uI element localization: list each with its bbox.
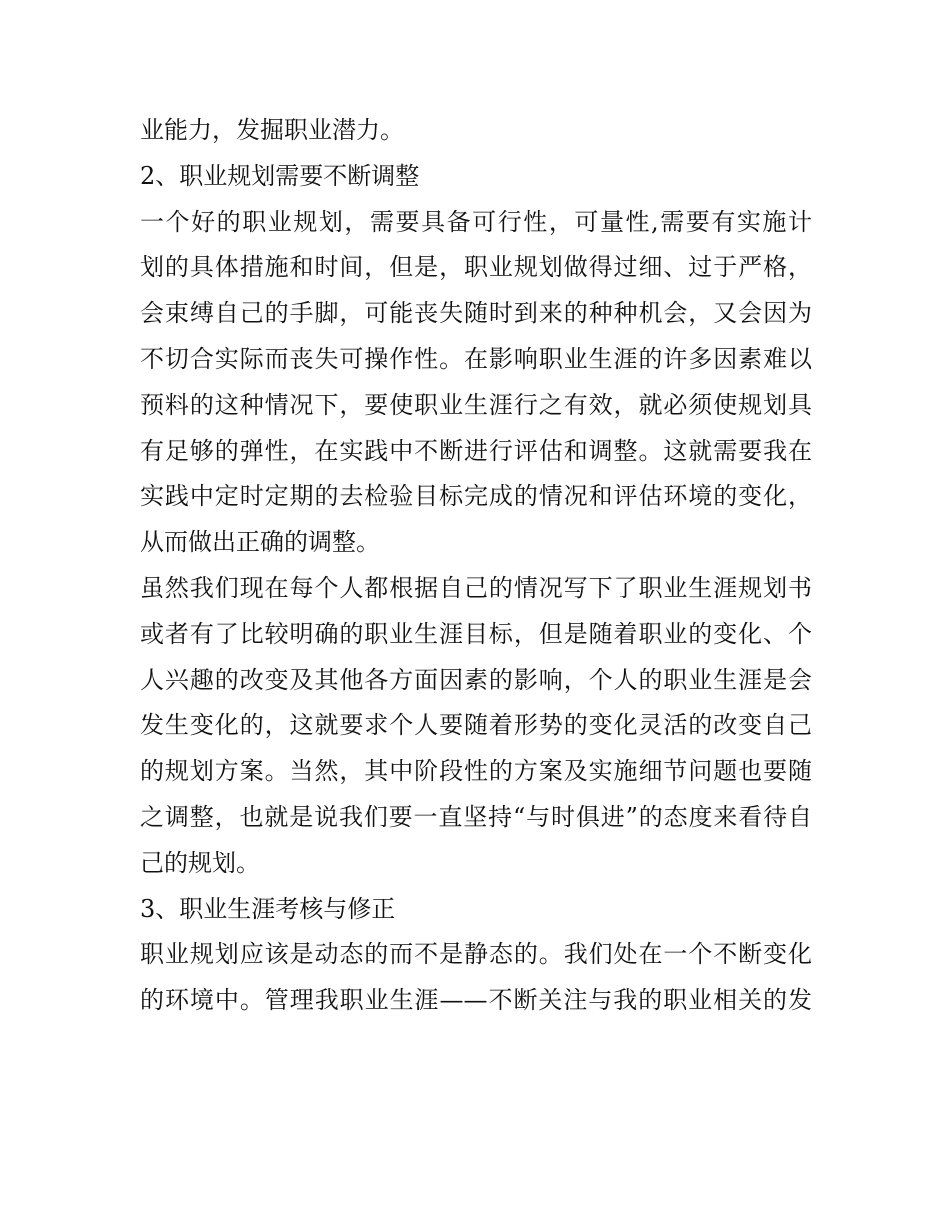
- text-line: 的规划方案。当然，其中阶段性的方案及实施细节问题也要随: [140, 757, 812, 786]
- text-line: 有足够的弹性，在实践中不断进行评估和调整。这就需要我在: [140, 436, 812, 465]
- text-line: 己的规划。: [140, 848, 260, 877]
- text-line: 一个好的职业规划，需要具备可行性，可量性,需要有实施计: [140, 207, 812, 236]
- text-line: 从而做出正确的调整。: [140, 528, 380, 557]
- text-line: 业能力，发掘职业潜力。: [140, 116, 404, 144]
- text-line: 预料的这种情况下，要使职业生涯行之有效，就必须使规划具: [140, 390, 812, 419]
- section-heading: 3、职业生涯考核与修正: [140, 894, 396, 923]
- text-line: 人兴趣的改变及其他各方面因素的影响，个人的职业生涯是会: [140, 665, 812, 694]
- text-line: 实践中定时定期的去检验目标完成的情况和评估环境的变化，: [140, 482, 812, 511]
- text-line: 划的具体措施和时间，但是，职业规划做得过细、过于严格，: [140, 253, 812, 282]
- document-body: [140, 108, 812, 1024]
- text-line: 的环境中。管理我职业生涯——不断关注与我的职业相关的发: [140, 986, 812, 1015]
- text-line: 发生变化的，这就要求个人要随着形势的变化灵活的改变自己: [140, 711, 812, 740]
- text-line: 会束缚自己的手脚，可能丧失随时到来的种种机会，又会因为: [140, 299, 812, 328]
- section-heading: 2、职业规划需要不断调整: [140, 161, 420, 190]
- text-line: 不切合实际而丧失可操作性。在影响职业生涯的许多因素难以: [140, 344, 812, 373]
- text-line: 职业规划应该是动态的而不是静态的。我们处在一个不断变化: [140, 940, 812, 969]
- text-line: 虽然我们现在每个人都根据自己的情况写下了职业生涯规划书: [140, 573, 812, 602]
- text-line: 或者有了比较明确的职业生涯目标，但是随着职业的变化、个: [140, 619, 812, 648]
- text-line: 之调整，也就是说我们要一直坚持“与时俱进”的态度来看待自: [140, 802, 812, 831]
